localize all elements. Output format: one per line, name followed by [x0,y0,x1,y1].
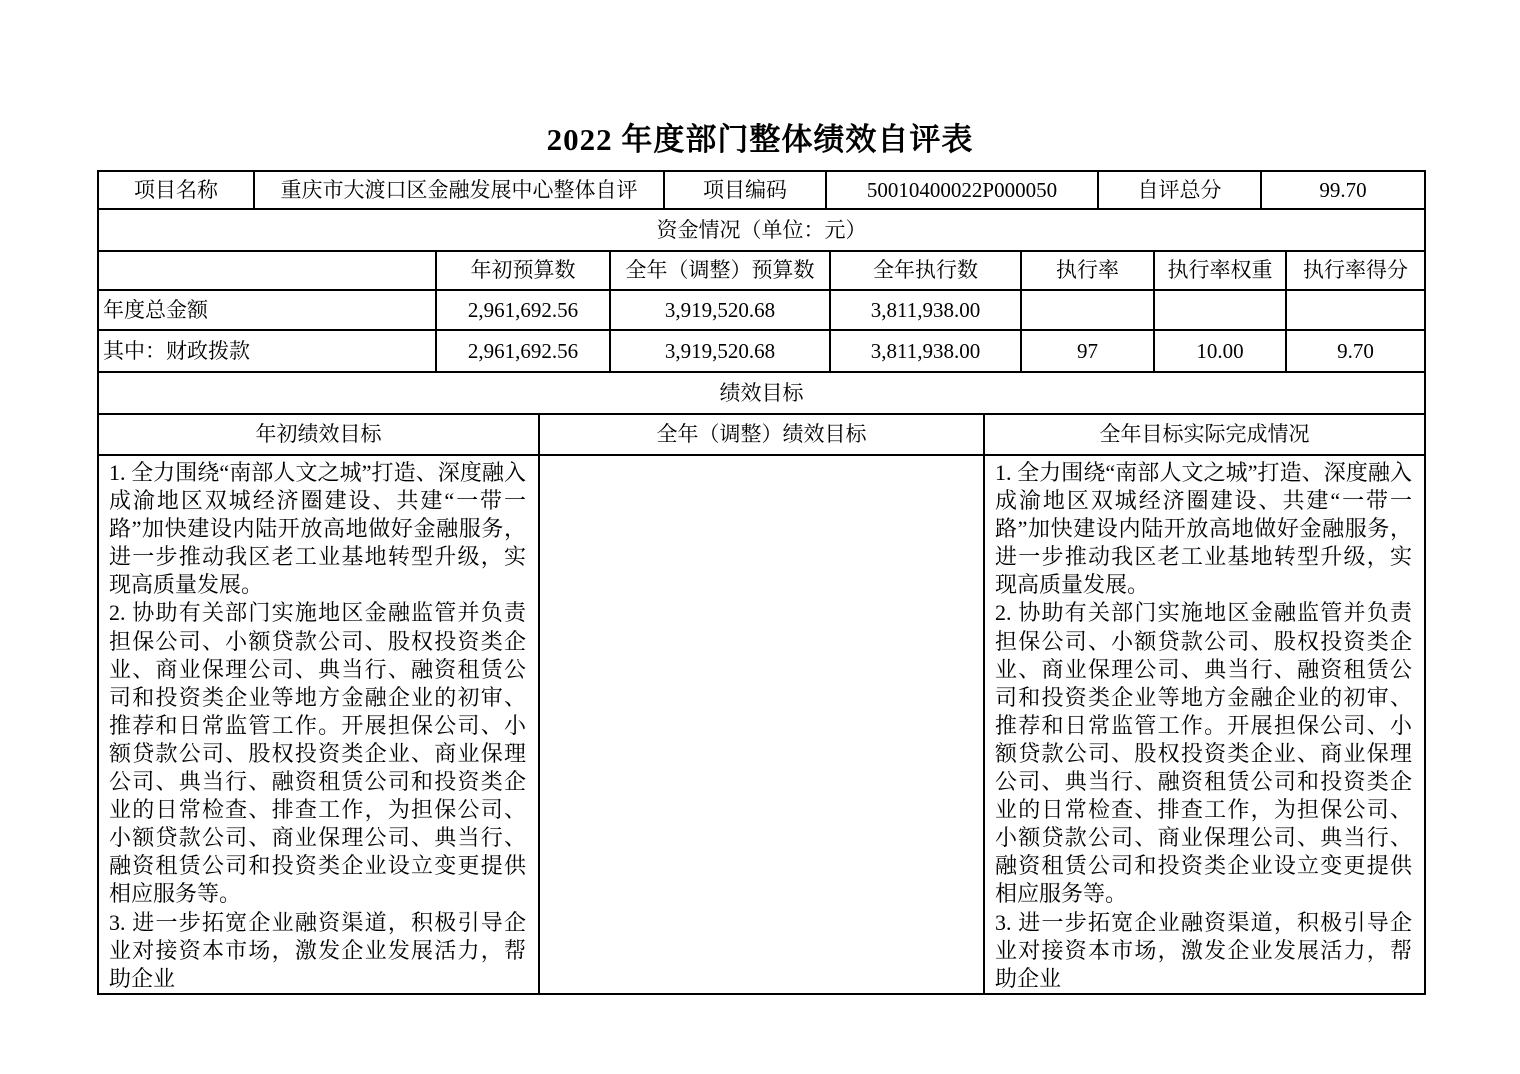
funding-fiscal-initial-budget: 2,961,692.56 [436,330,610,372]
funding-total-initial-budget: 2,961,692.56 [436,290,610,330]
goals-header-initial: 年初绩效目标 [98,414,539,455]
goals-table [97,371,1426,995]
actual-completion-paragraph-1: 1. 全力围绕“南部人文之城”打造、深度融入成渝地区双城经济圈建设、共建“一带一路”加快建设内陆开放高地做好金融服务，进一步推动我区老工业基地转型升级，实现高质量发展。 [995,460,1413,598]
funding-total-rate-score [1286,290,1425,330]
actual-completion-paragraph-2: 2. 协助有关部门实施地区金融监管并负责担保公司、小额贷款公司、股权投资类企业、商业保理公司、典当行、融资租赁公司和投资类企业等地方金融企业的初审、推荐和日常监管工作。开展担保公司、小额贷款公司、股权投资类企业、商业保理公司、典当行、融资租赁公司和投资类企业的日常检查、排查工作，为担保公司、小额贷款公司、商业保理公司、典当行、融资租赁公司和投资类企业设立变更提供相应服务等。 [995,600,1413,907]
funding-row-total [98,290,1425,330]
adjusted-goals-cell [539,455,984,994]
funding-fiscal-execution-rate: 97 [1021,330,1154,372]
funding-total-rate-weight [1154,290,1286,330]
initial-goal-paragraph-3: 3. 进一步拓宽企业融资渠道，积极引导企业对接资本市场，激发企业发展活力，帮助企业 [109,909,526,991]
funding-total-label: 年度总金额 [98,290,436,330]
funding-total-adjusted-budget: 3,919,520.68 [610,290,830,330]
project-info-row [98,171,1425,209]
project-code-value: 50010400022P000050 [826,171,1098,209]
funding-total-execution-rate [1021,290,1154,330]
funding-header-rate-weight: 执行率权重 [1154,251,1286,290]
funding-header-executed: 全年执行数 [830,251,1021,290]
funding-header-row [98,251,1425,290]
funding-fiscal-rate-weight: 10.00 [1154,330,1286,372]
document-title: 2022 年度部门整体绩效自评表 [546,122,974,157]
funding-header-execution-rate: 执行率 [1021,251,1154,290]
project-code-label: 项目编码 [664,171,826,209]
funding-header-rate-score: 执行率得分 [1286,251,1425,290]
funding-fiscal-rate-score: 9.70 [1286,330,1425,372]
funding-section-row [98,209,1425,251]
goals-content-row [98,455,1425,994]
funding-header-initial-budget: 年初预算数 [436,251,610,290]
self-evaluation-table [97,170,1424,995]
goals-section-row [98,372,1425,414]
funding-total-executed: 3,811,938.00 [830,290,1021,330]
funding-header-empty [98,251,436,290]
funding-header-adjusted-budget: 全年（调整）预算数 [610,251,830,290]
project-name-value: 重庆市大渡口区金融发展中心整体自评 [254,171,664,209]
actual-completion-paragraph-3: 3. 进一步拓宽企业融资渠道，积极引导企业对接资本市场，激发企业发展活力，帮助企业 [995,909,1413,991]
funding-fiscal-label: 其中：财政拨款 [98,330,436,372]
actual-completion-cell [984,455,1425,994]
self-score-label: 自评总分 [1098,171,1261,209]
goals-header-row [98,414,1425,455]
funding-fiscal-executed: 3,811,938.00 [830,330,1021,372]
self-score-value: 99.70 [1261,171,1425,209]
funding-table [97,208,1426,373]
funding-section-title: 资金情况（单位：元） [98,209,1425,251]
initial-goals-cell [98,455,539,994]
project-info-table [97,170,1426,210]
project-name-label: 项目名称 [98,171,254,209]
initial-goal-paragraph-1: 1. 全力围绕“南部人文之城”打造、深度融入成渝地区双城经济圈建设、共建“一带一路”加快建设内陆开放高地做好金融服务，进一步推动我区老工业基地转型升级，实现高质量发展。 [109,460,526,598]
funding-row-fiscal [98,330,1425,372]
goals-section-title: 绩效目标 [98,372,1425,414]
goals-header-actual: 全年目标实际完成情况 [984,414,1425,455]
goals-header-adjusted: 全年（调整）绩效目标 [539,414,984,455]
initial-goal-paragraph-2: 2. 协助有关部门实施地区金融监管并负责担保公司、小额贷款公司、股权投资类企业、商业保理公司、典当行、融资租赁公司和投资类企业等地方金融企业的初审、推荐和日常监管工作。开展担保公司、小额贷款公司、股权投资类企业、商业保理公司、典当行、融资租赁公司和投资类企业的日常检查、排查工作，为担保公司、小额贷款公司、商业保理公司、典当行、融资租赁公司和投资类企业设立变更提供相应服务等。 [109,600,526,907]
funding-fiscal-adjusted-budget: 3,919,520.68 [610,330,830,372]
